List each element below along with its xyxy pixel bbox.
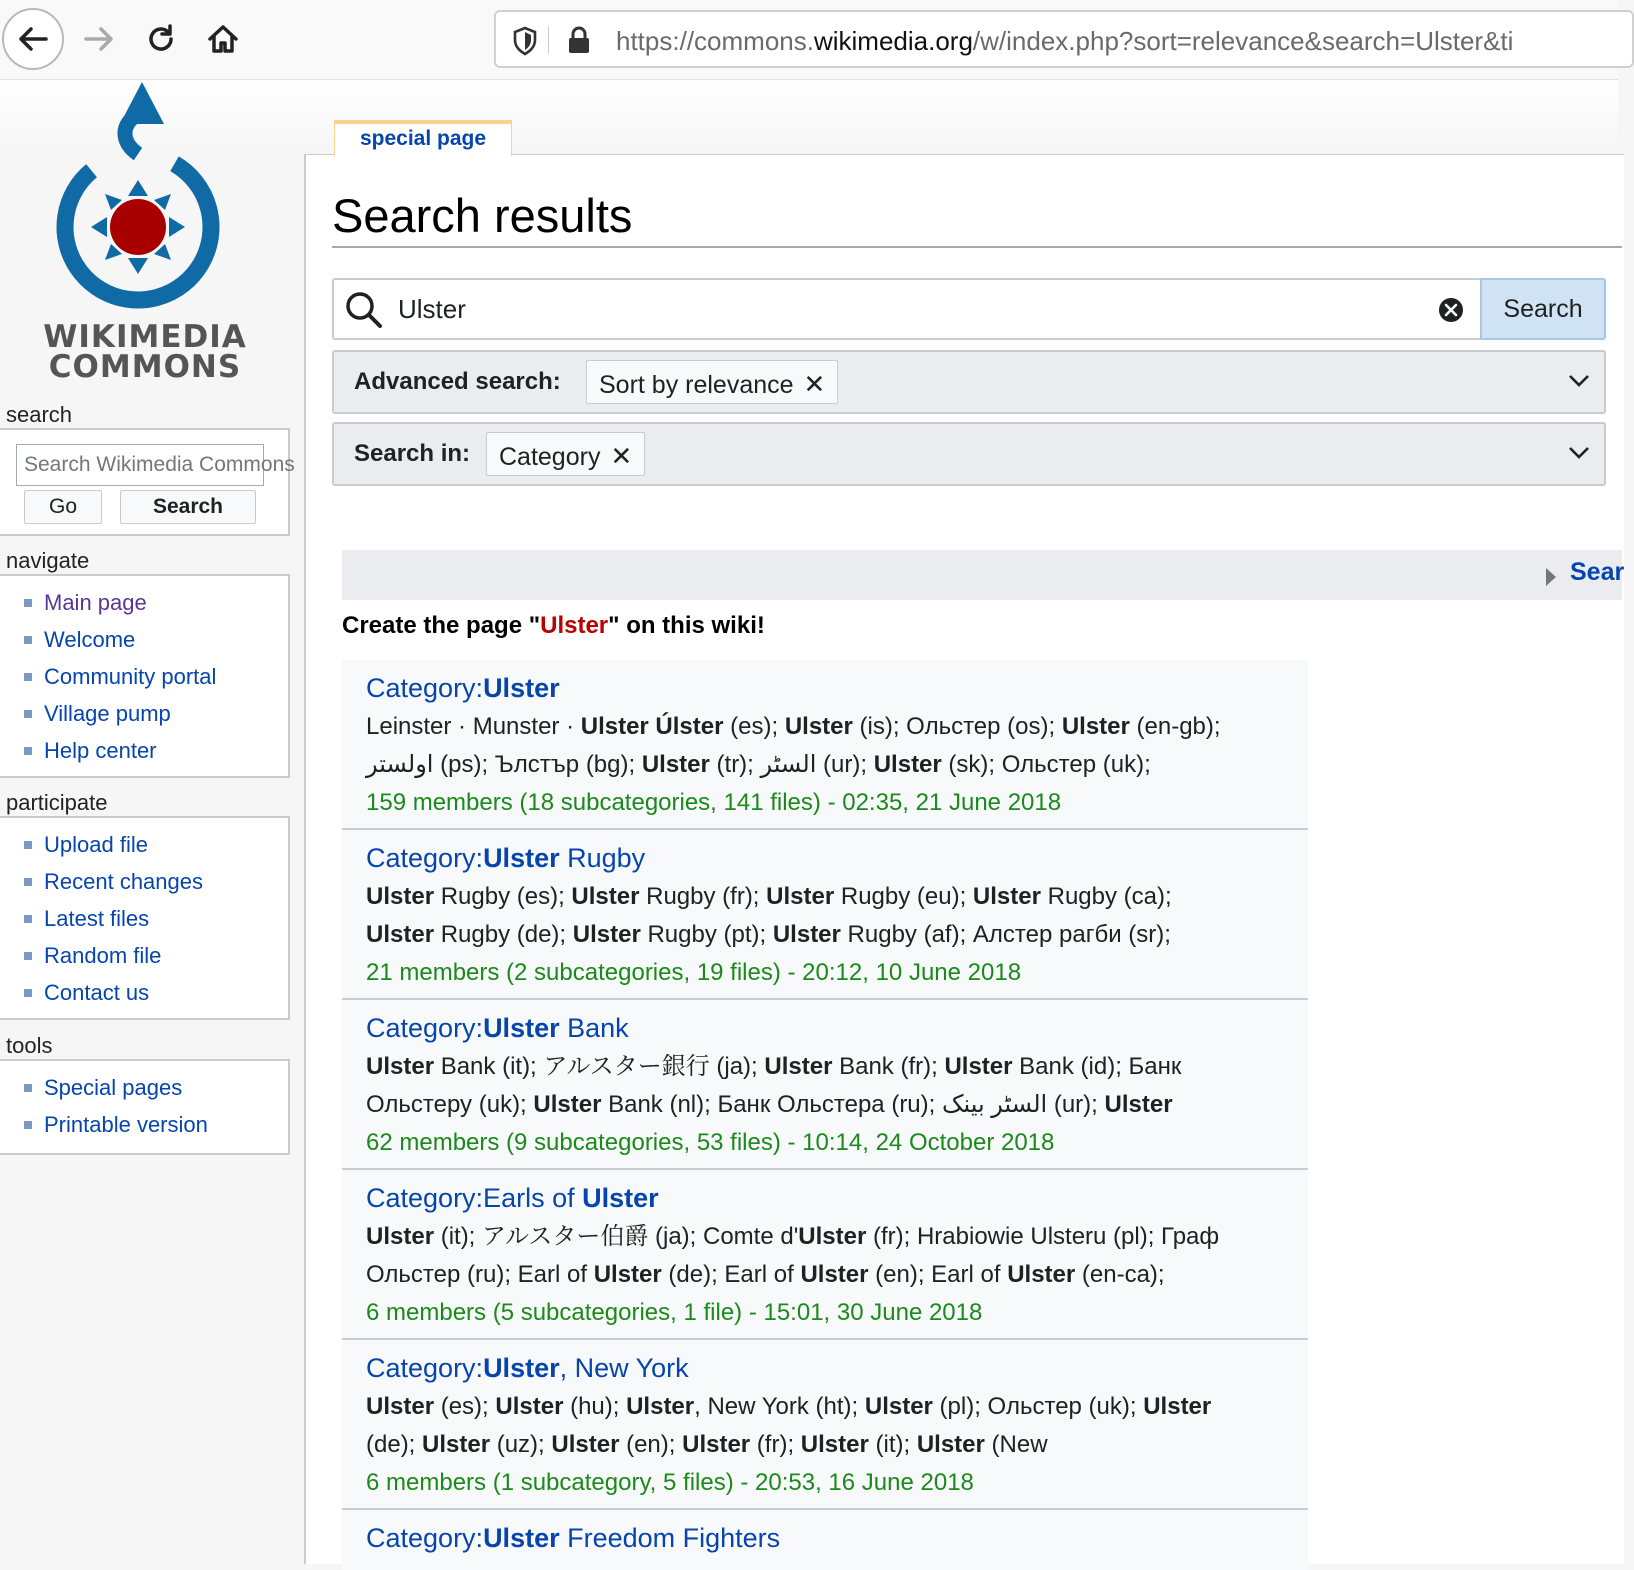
result-snippet: Ulster (it); アルスター伯爵 (ja); Comte d'Ulster (fr); Hrabiowie Ulsteru (pl); Граф — [366, 1223, 1220, 1250]
sidebar-search-button[interactable]: Search — [120, 490, 256, 524]
search-results-list — [342, 660, 1308, 1570]
forward-button[interactable] — [68, 8, 130, 70]
result-snippet: (de); Ulster (uz); Ulster (en); Ulster (fr); Ulster (it); Ulster (New — [366, 1431, 1048, 1458]
sidebar-link[interactable]: Village pump — [44, 701, 171, 726]
search-result — [342, 1170, 1308, 1340]
sidebar-link[interactable]: Contact us — [44, 980, 150, 1005]
lock-icon[interactable] — [566, 25, 592, 55]
result-title-link[interactable]: Category:Ulster Rugby — [366, 843, 646, 873]
shield-icon[interactable] — [512, 26, 538, 56]
result-snippet: Ulster Rugby (es); Ulster Rugby (fr); Ulster Rugby (eu); Ulster Rugby (ca); — [366, 883, 1172, 910]
chevron-down-icon[interactable] — [1568, 374, 1590, 388]
sidebar-item-community-portal — [22, 658, 288, 695]
sidebar-link[interactable]: Community portal — [44, 664, 217, 689]
sidebar-search-input[interactable]: Search Wikimedia Commons — [16, 444, 264, 486]
category-chip-label: Category — [499, 443, 601, 471]
sidebar-item-help-center — [22, 732, 288, 769]
result-snippet: Ulster Bank (it); アルスター銀行 (ja); Ulster Bank (fr); Ulster Bank (id); Банк — [366, 1053, 1182, 1080]
sidebar-link[interactable]: Help center — [44, 738, 157, 763]
search-help-link[interactable]: Sear — [1570, 558, 1625, 586]
result-meta: 62 members (9 subcategories, 53 files) - 10:14, 24 October 2018 — [366, 1129, 1055, 1156]
browser-toolbar — [0, 0, 1618, 80]
sidebar-item-contact-us — [22, 974, 288, 1011]
search-in-label: Search in: — [354, 440, 471, 467]
search-in-filter[interactable] — [332, 422, 1606, 486]
home-button[interactable] — [192, 8, 254, 70]
search-result — [342, 1510, 1308, 1570]
search-result — [342, 830, 1308, 1000]
sidebar-link[interactable]: Recent changes — [44, 869, 203, 894]
tab-special-page[interactable]: special page — [334, 120, 512, 156]
forward-arrow-icon — [82, 22, 116, 56]
url-separator — [548, 26, 549, 54]
create-pre: Create the page " — [342, 612, 541, 639]
sidebar-link[interactable]: Upload file — [44, 832, 148, 857]
result-title-link[interactable]: Category:Earls of Ulster — [366, 1183, 659, 1213]
sidebar-link[interactable]: Latest files — [44, 906, 150, 931]
result-title-link[interactable]: Category:Ulster — [366, 673, 560, 703]
heading-divider — [332, 246, 1622, 248]
sidebar-search-title: search — [6, 402, 73, 427]
sidebar-go-button[interactable]: Go — [24, 490, 102, 524]
result-title-link[interactable]: Category:Ulster, New York — [366, 1353, 689, 1383]
back-button[interactable] — [2, 8, 64, 70]
sidebar-link[interactable]: Random file — [44, 943, 162, 968]
result-snippet: Ольстеру (uk); Ulster Bank (nl); Банк Ольстера (ru); السٹر بینک (ur); Ulster — [366, 1091, 1173, 1118]
search-button[interactable]: Search — [1480, 278, 1606, 340]
result-snippet: Ulster Rugby (de); Ulster Rugby (pt); Ulster Rugby (af); Алстер рагби (sr); — [366, 921, 1171, 948]
sidebar-link[interactable]: Special pages — [44, 1075, 183, 1100]
sidebar-link[interactable]: Main page — [44, 590, 147, 615]
page-title: Search results — [332, 189, 633, 242]
sidebar-tools-title: tools — [6, 1033, 53, 1058]
logo-line1: WIKIMEDIA — [43, 319, 247, 355]
search-info-bar — [342, 550, 1625, 600]
sidebar-item-random-file — [22, 937, 288, 974]
result-title-link[interactable]: Category:Ulster Freedom Fighters — [366, 1523, 781, 1553]
sidebar-item-recent-changes — [22, 863, 288, 900]
search-icon — [344, 290, 384, 330]
sidebar-navigate-title: navigate — [6, 548, 90, 573]
search-result — [342, 1340, 1308, 1510]
result-meta: 6 members (5 subcategories, 1 file) - 15:01, 30 June 2018 — [366, 1299, 983, 1326]
sidebar-link[interactable]: Welcome — [44, 627, 136, 652]
logo-wordmark — [30, 319, 260, 385]
sidebar-tools-box — [0, 1059, 290, 1155]
sidebar-participate-title: participate — [6, 790, 108, 815]
result-meta: 21 members (2 subcategories, 19 files) - 20:12, 10 June 2018 — [366, 959, 1022, 986]
category-chip[interactable] — [486, 432, 645, 476]
sort-chip-label: Sort by relevance — [599, 371, 794, 399]
sidebar-item-special-pages — [22, 1069, 288, 1106]
result-meta: 6 members (1 subcategory, 5 files) - 20:53, 16 June 2018 — [366, 1469, 974, 1496]
back-arrow-icon — [16, 22, 50, 56]
reload-button[interactable] — [130, 8, 192, 70]
chevron-down-icon[interactable] — [1568, 446, 1590, 460]
result-snippet: Leinster · Munster · Ulster Úlster (es); Ulster (is); Ольстер (os); Ulster (en-gb); — [366, 713, 1221, 740]
logo-line2: COMMONS — [48, 349, 242, 385]
sidebar-participate-box — [0, 816, 290, 1020]
url-path: /w/index.php?sort=relevance&search=Ulster&ti — [972, 26, 1514, 56]
sidebar-item-village-pump — [22, 695, 288, 732]
sidebar-item-printable-version — [22, 1106, 288, 1143]
remove-chip-icon[interactable]: ✕ — [610, 441, 633, 471]
sidebar-item-upload-file — [22, 826, 288, 863]
sidebar-navigate-box — [0, 574, 290, 778]
address-bar[interactable] — [494, 10, 1634, 68]
search-query: Ulster — [398, 294, 466, 324]
remove-chip-icon[interactable]: ✕ — [803, 369, 826, 399]
result-meta: 159 members (18 subcategories, 141 files) - 02:35, 21 June 2018 — [366, 789, 1062, 816]
url-host: wikimedia.org — [813, 26, 973, 56]
search-result — [342, 1000, 1308, 1170]
home-icon — [206, 22, 240, 56]
url-prefix: https://commons. — [616, 26, 814, 56]
create-page-link[interactable]: Ulster — [540, 612, 609, 639]
search-input[interactable] — [332, 278, 1482, 340]
create-page-notice — [342, 612, 765, 640]
expand-triangle-icon[interactable] — [1546, 568, 1556, 586]
sort-chip[interactable] — [586, 360, 838, 404]
sidebar-link[interactable]: Printable version — [44, 1112, 208, 1137]
reload-icon — [144, 22, 178, 56]
url-text — [616, 26, 1513, 57]
sidebar-item-latest-files — [22, 900, 288, 937]
sidebar-item-welcome — [22, 621, 288, 658]
advanced-search-filter[interactable] — [332, 350, 1606, 414]
create-post: " on this wiki! — [608, 612, 765, 639]
result-snippet: اولستر (ps); Ълстър (bg); Ulster (tr); السٹر (ur); Ulster (sk); Ольстер (uk); — [366, 751, 1151, 778]
result-snippet: Ulster (es); Ulster (hu); Ulster, New York (ht); Ulster (pl); Ольстер (uk); Ulster — [366, 1393, 1212, 1420]
result-snippet: Ольстер (ru); Earl of Ulster (de); Earl of Ulster (en); Earl of Ulster (en-ca); — [366, 1261, 1165, 1288]
clear-icon[interactable] — [1438, 297, 1464, 323]
sidebar-item-main-page — [22, 584, 288, 621]
result-title-link[interactable]: Category:Ulster Bank — [366, 1013, 629, 1043]
search-result — [342, 660, 1308, 830]
advanced-search-label: Advanced search: — [354, 368, 561, 395]
